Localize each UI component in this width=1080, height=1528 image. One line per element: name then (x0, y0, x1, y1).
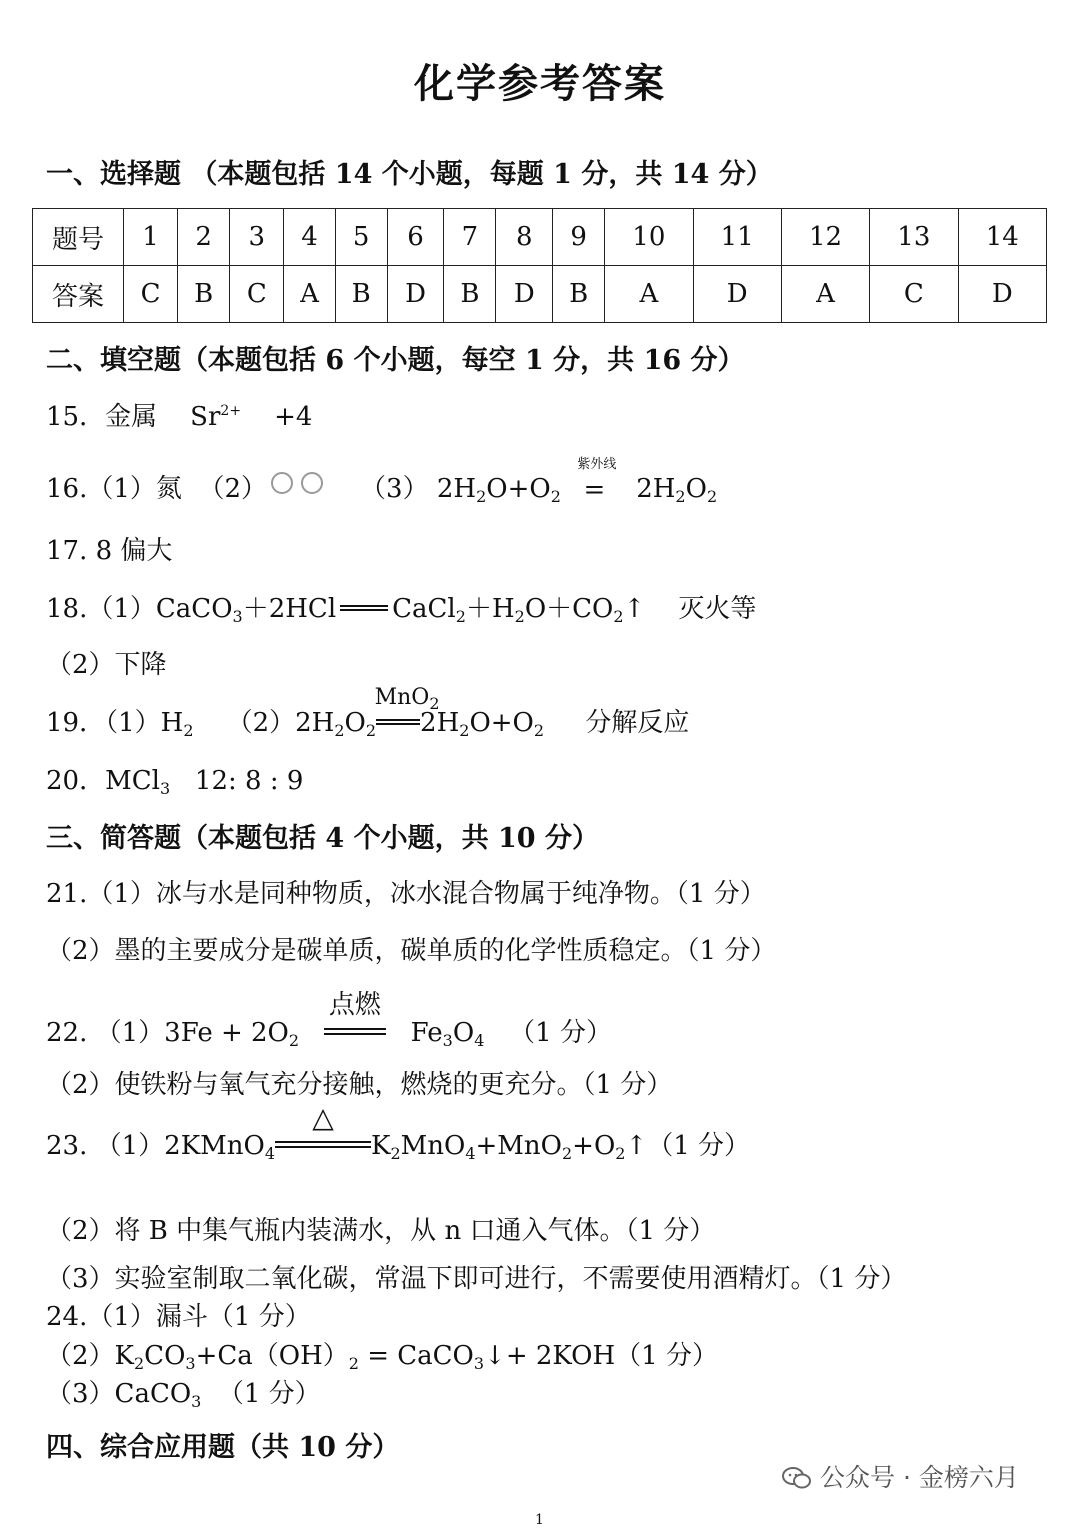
table-cell: B (335, 266, 387, 323)
q22-label: 22. （1） (46, 1018, 165, 1048)
q19-line: 19．$(1)H_2$ $(2)2H_2O_2$ MnO$_2$ $2H_2O+O_2$ 分解反应 (46, 685, 690, 740)
q22-part2: （2）使铁粉与氧气充分接触，燃烧的更充分。（1 分） (46, 1070, 673, 1100)
q19-label: 19．（1） (46, 708, 161, 738)
table-cell: C (124, 266, 178, 323)
table-cell: 7 (444, 209, 496, 266)
table-cell: C (870, 266, 958, 323)
table-cell: A (605, 266, 693, 323)
q18-line: 18.（1）CaCO$_3$＋2HCl $CaCl_2+H_2O+CO_2↑$ 灭火等 (46, 594, 757, 626)
table-cell: B (444, 266, 496, 323)
q23-label: 23. （1） (46, 1131, 165, 1161)
table-cell: 12 (781, 209, 869, 266)
table-cell: D (496, 266, 553, 323)
q20-label: 20． (46, 766, 106, 796)
q24-part3: （3）CaCO$_3$ （1 分） (46, 1379, 321, 1411)
q20-ratio: 12: 8 : 9 (194, 766, 304, 796)
q21-part1: 21.（1）冰与水是同种物质，冰水混合物属于纯净物。（1 分） (46, 879, 766, 909)
q19-catalyst: MnO$_2$ (374, 685, 440, 713)
q24-part2: $(2)K_2CO_3+Ca(OH)_2$ = CaCO$_3$↓+ 2KOH（1 分） (46, 1341, 718, 1373)
page-number: 1 (535, 1512, 544, 1528)
q16-line: 16.（1）氮 （2） （3） $2H_2O+O_2$ 紫外线 = $2H_2O_2$ (46, 468, 717, 506)
table-cell: 9 (553, 209, 605, 266)
answer-table (32, 208, 1047, 323)
table-header-cell: 答案 (33, 266, 124, 323)
q23-equation-bar (275, 1101, 371, 1148)
table-cell: D (387, 266, 444, 323)
q24-part3-score: （1 分） (217, 1379, 321, 1409)
table-cell: 6 (387, 209, 444, 266)
table-header-cell: 题号 (33, 209, 124, 266)
q23-part3: （3）实验室制取二氧化碳，常温下即可进行，不需要使用酒精灯。（1 分） (46, 1264, 907, 1294)
table-cell: A (284, 266, 335, 323)
q16-condition: 紫外线 (577, 457, 617, 472)
watermark-text: 公众号 · 金榜六月 (820, 1463, 1019, 1492)
table-cell: 4 (284, 209, 335, 266)
q23-line: 23. （1）2KMnO$_4$ △ $K_2MnO_4+MnO_2+O_2↑(1$ 分） (46, 1101, 751, 1163)
heat-triangle-icon: △ (312, 1101, 334, 1134)
q15-number: 15． (46, 402, 106, 432)
page-title: 化学参考答案 (414, 60, 666, 107)
table-cell: B (553, 266, 605, 323)
table-cell: C (230, 266, 284, 323)
table-cell: D (693, 266, 781, 323)
table-cell: D (958, 266, 1047, 323)
table-cell: 8 (496, 209, 553, 266)
q16-part2-label: （2） (198, 474, 267, 504)
q18-note: 灭火等 (678, 594, 757, 624)
q16-label: 16.（1）氮 (46, 474, 182, 504)
q19-part2-label: （2） (226, 708, 296, 738)
table-cell: 13 (870, 209, 958, 266)
table-row-answers (33, 266, 1047, 323)
section-1-heading: 一、选择题 （本题包括 14 个小题，每题 1 分，共 14 分） (46, 159, 773, 190)
table-cell: 11 (693, 209, 781, 266)
table-cell: 14 (958, 209, 1047, 266)
q15-line (46, 396, 312, 433)
table-cell: B (178, 266, 230, 323)
watermark (782, 1458, 1019, 1494)
table-cell: 5 (335, 209, 387, 266)
q16-equals-with-condition (577, 457, 617, 505)
q24-part2-score: （1 分） (615, 1341, 718, 1371)
q15-ion: Sr (190, 402, 221, 432)
q21-part2: （2）墨的主要成分是碳单质，碳单质的化学性质稳定。（1 分） (46, 936, 777, 966)
table-row-numbers (33, 209, 1047, 266)
q18-equation-bar (340, 605, 388, 611)
q22-score: （1 分） (509, 1018, 612, 1048)
q17-line: 17. 8 偏大 (46, 536, 173, 566)
q18-part2: （2）下降 (46, 650, 167, 680)
q24-part1: 24.（1）漏斗（1 分） (46, 1302, 311, 1332)
q19-equation-bar (374, 685, 440, 725)
molecule-circle-icon (271, 472, 293, 494)
table-cell: 3 (230, 209, 284, 266)
q19-note: 分解反应 (585, 708, 690, 738)
q22-equation-bar (324, 990, 386, 1035)
section-3-heading: 三、简答题（本题包括 4 个小题，共 10 分） (46, 823, 599, 854)
molecule-circle-icon (301, 472, 323, 494)
q23-part2: （2）将 B 中集气瓶内装满水，从 n 口通入气体。（1 分） (46, 1216, 716, 1246)
wechat-icon (782, 1467, 812, 1489)
q15-valence: +4 (274, 402, 313, 432)
table-cell: 1 (124, 209, 178, 266)
q23-score: （1 分） (647, 1131, 751, 1161)
q22-condition: 点燃 (328, 990, 381, 1020)
table-cell: A (781, 266, 869, 323)
section-4-heading: 四、综合应用题（共 10 分） (46, 1432, 400, 1463)
q22-line: 22. $(1)3Fe + 2O_2$ 点燃 $Fe_3O_4$ （1 分） (46, 1012, 612, 1050)
q20-line: 20．MCl$_3$ 12: 8 : 9 (46, 766, 304, 798)
q18-label: 18.（1） (46, 594, 156, 624)
q15-answer-a: 金属 (105, 402, 158, 432)
q16-equals-sign: = (583, 475, 606, 505)
table-cell: 2 (178, 209, 230, 266)
table-cell: 10 (605, 209, 693, 266)
section-2-heading: 二、填空题（本题包括 6 个小题，每空 1 分，共 16 分） (46, 345, 745, 376)
q15-ion-charge: 2+ (220, 403, 242, 419)
q16-part3-label: （3） (360, 474, 429, 504)
